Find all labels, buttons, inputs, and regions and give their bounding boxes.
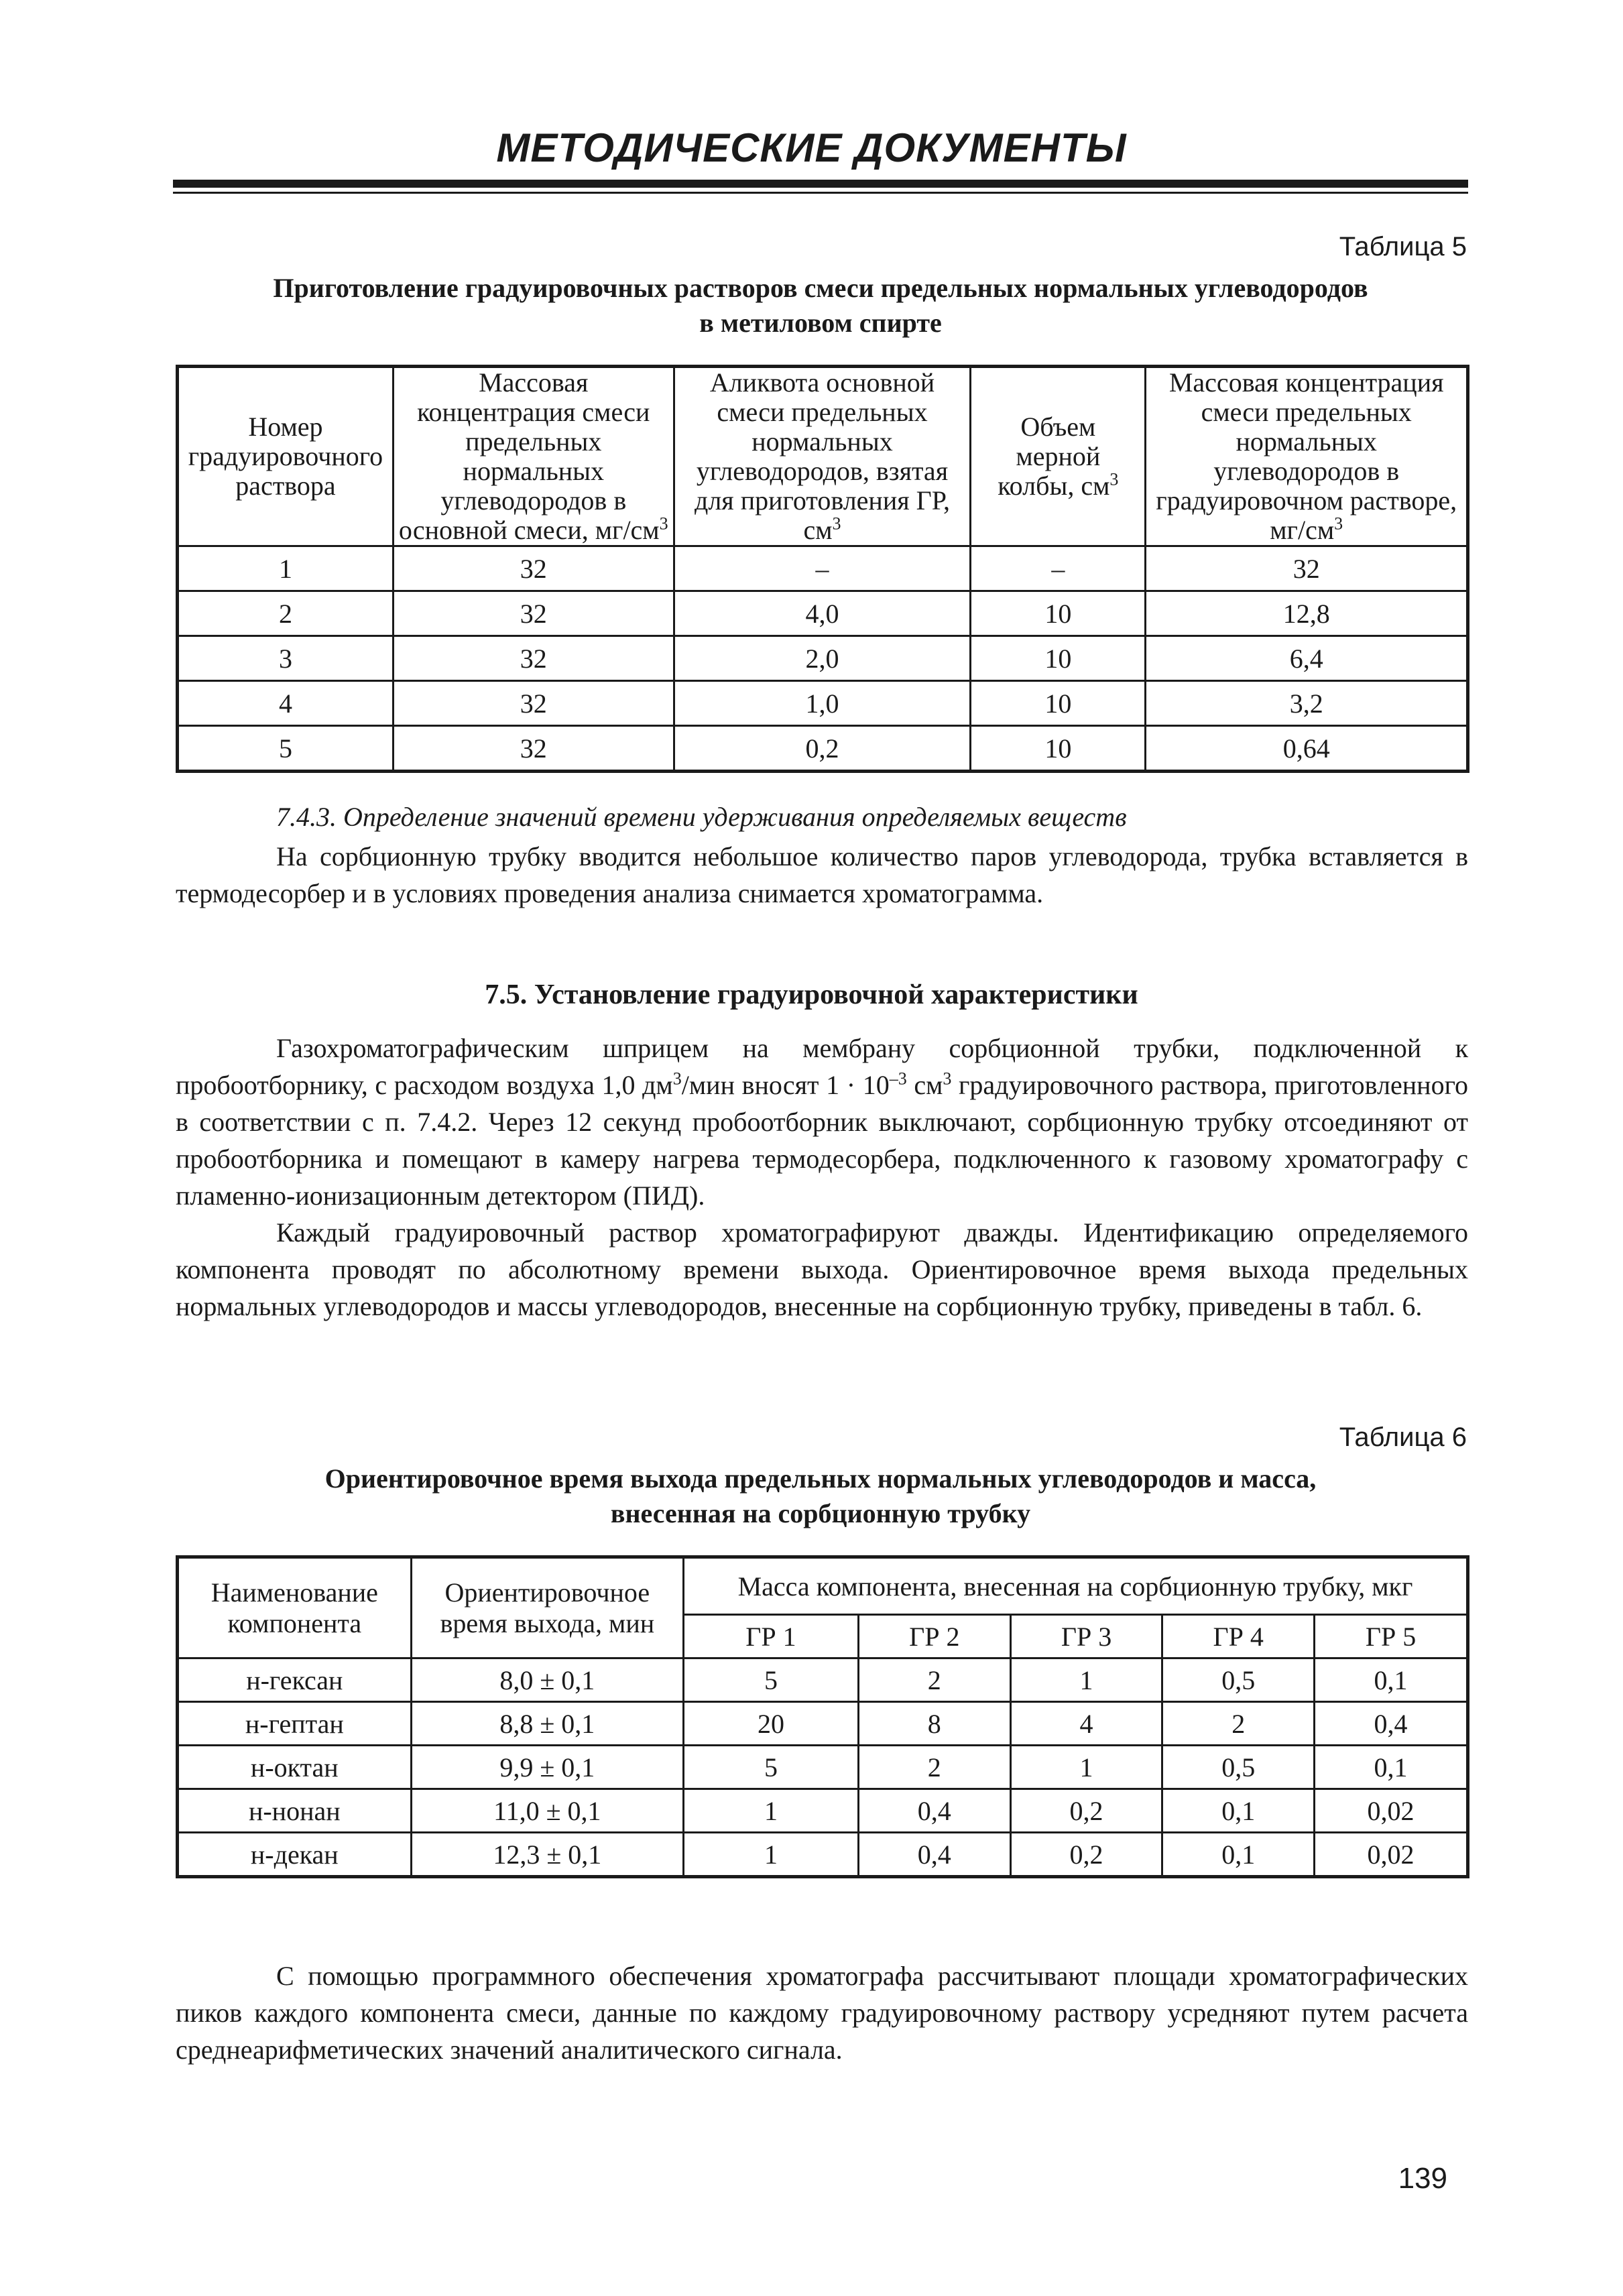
table6-caption-line2: внесенная на сорбционную трубку bbox=[610, 1498, 1031, 1528]
table5-header-cell: Номер градуировочного раствора bbox=[178, 367, 394, 546]
table-cell: 6,4 bbox=[1146, 636, 1468, 681]
table-row bbox=[178, 546, 1468, 591]
table5-header-cell: Объем мерной колбы, $см^3$ bbox=[971, 367, 1146, 546]
running-header: МЕТОДИЧЕСКИЕ ДОКУМЕНТЫ bbox=[496, 125, 1127, 170]
table5-header-cell: Аликвота основной смеси предельных нормальных углеводородов, взятая для приготовления ГР, $см^3$ bbox=[674, 367, 971, 546]
table-cell: – bbox=[674, 546, 971, 591]
table-cell: 10 bbox=[971, 636, 1146, 681]
table-cell: 0,5 bbox=[1162, 1746, 1315, 1789]
table-cell: 1 bbox=[684, 1833, 859, 1877]
table-cell: 0,64 bbox=[1146, 726, 1468, 772]
table-cell: 4 bbox=[178, 681, 394, 726]
table-cell: 0,1 bbox=[1162, 1833, 1315, 1877]
closing-text: С помощью программного обеспечения хроматографа рассчитывают площади хроматографических пиков каждого компонента смеси, данные по каждому градуировочному раствору усредняют путем расчета среднеарифметических значений аналитического сигнала. bbox=[176, 1961, 1468, 2065]
table-cell: 2 bbox=[858, 1658, 1010, 1702]
table-row bbox=[178, 1658, 1468, 1702]
table-cell: 0,4 bbox=[858, 1833, 1010, 1877]
table5-header-cell: Массовая концентрация смеси предельных нормальных углеводородов в основной смеси, $мг/см^3$ bbox=[393, 367, 674, 546]
table-cell: 11,0 ± 0,1 bbox=[411, 1789, 683, 1833]
section-75-text: Газохроматографическим шприцем на мембрану сорбционной трубки, подключенной к пробоотборнику, с расходом воздуха 1,0 $дм^3$/мин вносят $1 \cdot 10^{-3}$ $см^3$ градуировочного раствора, приготовленного в соответствии с п. 7.4.2. Через 12 секунд пробоотборник выключают, сорбционную трубку отсоединяют от пробоотборника и помещают в камеру нагрева термодесорбера, подключенного к газовому хроматографу с пламенно-ионизационным детектором (ПИД). Каждый градуировочный раствор хроматографируют дважды. Идентификацию определяемого компонента проводят по абсолютному времени выхода. Ориентировочное время выхода предельных нормальных углеводородов и массы углеводородов, внесенные на сорбционную трубку, приведены в табл. 6. bbox=[176, 1033, 1468, 1321]
table-cell: 10 bbox=[971, 726, 1146, 772]
table-cell: 0,4 bbox=[858, 1789, 1010, 1833]
header-rule-thick bbox=[173, 180, 1468, 188]
table-cell: н-октан bbox=[178, 1746, 412, 1789]
table6-label: Таблица 6 bbox=[1339, 1423, 1467, 1452]
table-cell: 2 bbox=[858, 1746, 1010, 1789]
table-cell: 32 bbox=[393, 636, 674, 681]
table-cell: 4,0 bbox=[674, 591, 971, 636]
table-cell: 5 bbox=[178, 726, 394, 772]
table-cell: 0,2 bbox=[674, 726, 971, 772]
table6-gr-header: ГР 4 bbox=[1162, 1615, 1315, 1658]
table-cell: 4 bbox=[1010, 1702, 1162, 1746]
table-cell: 10 bbox=[971, 681, 1146, 726]
table5-header-row bbox=[178, 367, 1468, 546]
table-cell: – bbox=[971, 546, 1146, 591]
table-cell: 9,9 ± 0,1 bbox=[411, 1746, 683, 1789]
table-cell: 12,8 bbox=[1146, 591, 1468, 636]
table6-header-row bbox=[178, 1557, 1468, 1615]
table-cell: 0,02 bbox=[1315, 1833, 1468, 1877]
table6-gr-header: ГР 2 bbox=[858, 1615, 1010, 1658]
table-cell: 10 bbox=[971, 591, 1146, 636]
table-cell: 32 bbox=[393, 546, 674, 591]
table5 bbox=[176, 365, 1469, 773]
table-cell: 3 bbox=[178, 636, 394, 681]
section-743-heading: 7.4.3. Определение значений времени удерживания определяемых веществ bbox=[276, 802, 1127, 832]
table-row bbox=[178, 1702, 1468, 1746]
table-cell: 20 bbox=[684, 1702, 859, 1746]
section-75-heading: 7.5. Установление градуировочной характеристики bbox=[485, 979, 1138, 1010]
table-row bbox=[178, 1789, 1468, 1833]
section-743-text: На сорбционную трубку вводится небольшое количество паров углеводорода, трубка вставляется в термодесорбер и в условиях проведения анализа снимается хроматограмма. bbox=[176, 841, 1468, 908]
table-cell: 3,2 bbox=[1146, 681, 1468, 726]
table-cell: 1 bbox=[1010, 1746, 1162, 1789]
table-cell: 12,3 ± 0,1 bbox=[411, 1833, 683, 1877]
table-cell: 0,5 bbox=[1162, 1658, 1315, 1702]
table-cell: 1 bbox=[684, 1789, 859, 1833]
table-cell: 1,0 bbox=[674, 681, 971, 726]
table-cell: 32 bbox=[393, 726, 674, 772]
table-cell: 0,4 bbox=[1315, 1702, 1468, 1746]
table-cell: 5 bbox=[684, 1746, 859, 1789]
table5-caption-line2: в метиловом спирте bbox=[699, 308, 942, 338]
table-cell: н-гексан bbox=[178, 1658, 412, 1702]
table-cell: 0,1 bbox=[1315, 1658, 1468, 1702]
table-row bbox=[178, 1833, 1468, 1877]
table-cell: 32 bbox=[1146, 546, 1468, 591]
table-row bbox=[178, 726, 1468, 772]
table5-label: Таблица 5 bbox=[1339, 232, 1467, 261]
table-cell: 0,02 bbox=[1315, 1789, 1468, 1833]
table-cell: 0,1 bbox=[1162, 1789, 1315, 1833]
table6-gr-header: ГР 1 bbox=[684, 1615, 859, 1658]
table-row bbox=[178, 1746, 1468, 1789]
table6-gr-header: ГР 5 bbox=[1315, 1615, 1468, 1658]
table6-gr-header: ГР 3 bbox=[1010, 1615, 1162, 1658]
table-cell: 0,1 bbox=[1315, 1746, 1468, 1789]
table5-caption-line1: Приготовление градуировочных растворов смеси предельных нормальных углеводородов bbox=[273, 273, 1368, 303]
table6-caption bbox=[173, 1461, 1468, 1531]
table5-header-cell: Массовая концентрация смеси предельных нормальных углеводородов в градуировочном растворе, $мг/см^3$ bbox=[1146, 367, 1468, 546]
table6-header-time: Ориентировочное время выхода, мин bbox=[411, 1557, 683, 1658]
table-row bbox=[178, 591, 1468, 636]
table-cell: н-декан bbox=[178, 1833, 412, 1877]
table6-header-name: Наименование компонента bbox=[178, 1557, 412, 1658]
table-row bbox=[178, 636, 1468, 681]
table6-header-mass: Масса компонента, внесенная на сорбционную трубку, мкг bbox=[684, 1557, 1468, 1615]
table-cell: 1 bbox=[1010, 1658, 1162, 1702]
table-row bbox=[178, 681, 1468, 726]
table-cell: 32 bbox=[393, 681, 674, 726]
table-cell: 2,0 bbox=[674, 636, 971, 681]
table-cell: 2 bbox=[1162, 1702, 1315, 1746]
table-cell: 8 bbox=[858, 1702, 1010, 1746]
table-cell: 0,2 bbox=[1010, 1833, 1162, 1877]
table6 bbox=[176, 1555, 1469, 1878]
table-cell: 2 bbox=[178, 591, 394, 636]
table-cell: 1 bbox=[178, 546, 394, 591]
table6-caption-line1: Ориентировочное время выхода предельных нормальных углеводородов и масса, bbox=[324, 1463, 1317, 1494]
table-cell: 32 bbox=[393, 591, 674, 636]
table5-caption bbox=[173, 271, 1468, 341]
page-number: 139 bbox=[1398, 2162, 1447, 2195]
table-cell: 5 bbox=[684, 1658, 859, 1702]
table-cell: 8,8 ± 0,1 bbox=[411, 1702, 683, 1746]
header-rule-thin bbox=[173, 192, 1468, 194]
table-cell: 0,2 bbox=[1010, 1789, 1162, 1833]
table-cell: н-гептан bbox=[178, 1702, 412, 1746]
table-cell: 8,0 ± 0,1 bbox=[411, 1658, 683, 1702]
table-cell: н-нонан bbox=[178, 1789, 412, 1833]
